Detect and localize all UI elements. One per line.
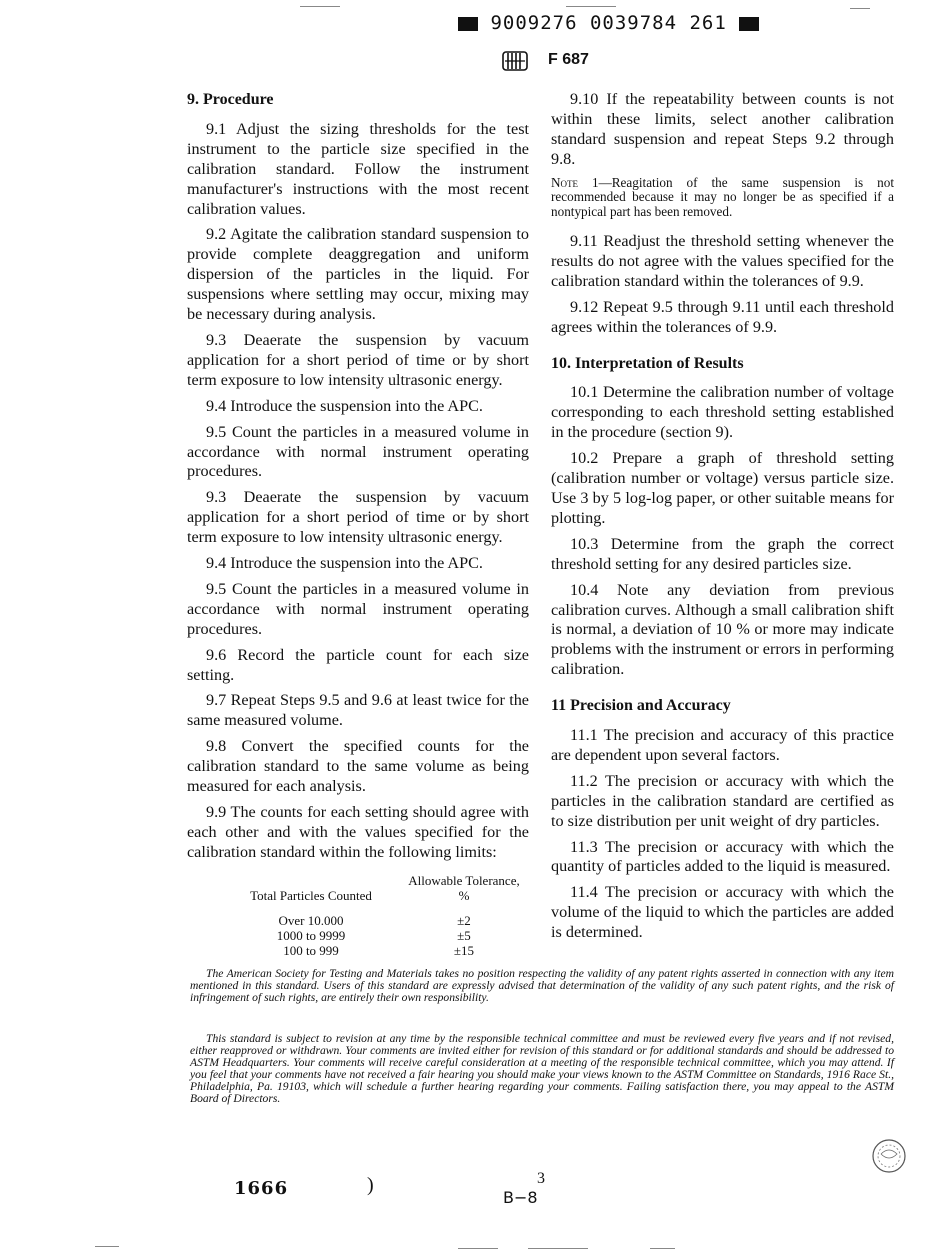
scan-artifact — [95, 1246, 119, 1247]
paragraph: 9.12 Repeat 9.5 through 9.11 until each threshold agrees within the tolerances of 9.9. — [551, 297, 894, 336]
table-cell: 100 to 999 — [283, 942, 339, 958]
paragraph: 10.4 Note any deviation from previous calibration curves. Although a small calibration shift is normal, a deviation of 10 % or more may indicate problems with the instrument or errors in performing calibration. — [551, 580, 895, 679]
page-stamp: 1666 — [234, 1178, 289, 1199]
paragraph: 9.5 Count the particles in a measured volume in accordance with normal instrument operating procedures. — [187, 422, 529, 481]
scan-artifact — [650, 1248, 675, 1249]
revision-disclaimer-text: This standard is subject to revision at any time by the responsible technical committee and must be reviewed every five years and if not revised, either reapproved or withdrawn. Your comments are invited either for revision of this standard or for additional standards and should be addressed to ASTM Headquarters. Your comments will receive careful consideration at a meeting of the responsible technical committee, which you may attend. If you feel that your comments have not received a fair hearing you should make your views known to the ASTM Committee on Standards, 1916 Race St., Philadelphia, Pa. 19103, which will schedule a further hearing regarding your comments. Failing satisfaction there, you may appeal to the ASTM Board of Directors. — [190, 1032, 894, 1106]
barcode-line — [458, 12, 759, 34]
paragraph: 9.1 Adjust the sizing thresholds for the test instrument to the particle size specified in the calibration standard. Follow the instrument manufacturer's instructions with the most recent calibration values. — [187, 119, 529, 218]
section-9-heading: 9. Procedure — [187, 91, 274, 108]
section-10-heading: 10. Interpretation of Results — [551, 354, 744, 372]
patent-disclaimer-text: The American Society for Testing and Materials takes no position respecting the validity of any patent rights asserted in connection with any item mentioned in this standard. Users of this standard are expressly advised that determination of the validity of any such patent rights, and the risk of infringement of such rights, are entirely their own responsibility. — [190, 967, 894, 1005]
table-row — [223, 913, 529, 928]
note-1 — [551, 176, 894, 220]
paragraph: 11.1 The precision and accuracy of this practice are dependent upon several factors. — [551, 726, 894, 764]
column-header-tolerance — [399, 873, 529, 903]
revision-disclaimer — [190, 1033, 894, 1106]
table-cell: ±5 — [457, 927, 471, 943]
paragraph: 9.4 Introduce the suspension into the APC. — [206, 554, 483, 573]
astm-logo-icon — [502, 50, 528, 77]
column-header-count: Total Particles Counted — [250, 887, 372, 903]
standard-designation: F 687 — [548, 51, 589, 68]
paragraph: 9.2 Agitate the calibration standard suspension to provide complete deaggregation and uniform dispersion of the particles in the liquid. For suspensions where settling may occur, mixing may be necessary during analysis. — [187, 225, 529, 324]
stray-mark: ) — [367, 1174, 374, 1196]
paragraph: 11.4 The precision or accuracy with which the volume of the liquid to which the particles are added is determined. — [551, 883, 894, 942]
table-cell: Over 10.000 — [278, 912, 344, 928]
barcode-block-left — [458, 17, 478, 31]
patent-disclaimer — [190, 968, 894, 1004]
paragraph: 9.10 If the repeatability between counts is not within these limits, select another calibration standard suspension and repeat Steps 9.2 through 9.8. — [551, 90, 894, 168]
scan-artifact — [458, 1248, 498, 1249]
paragraph: 9.3 Deaerate the suspension by vacuum application for a short period of time or by short term exposure to low intensity ultrasonic energy. — [187, 488, 529, 547]
table-cell: ±2 — [457, 912, 471, 928]
table-cell: 1000 to 9999 — [276, 927, 346, 943]
paragraph: 9.11 Readjust the threshold setting whenever the results do not agree with the values specified for the calibration standard within the tolerances of 9.9. — [551, 232, 894, 290]
section-11-heading: 11 Precision and Accuracy — [551, 697, 731, 715]
paragraph: 9.3 Deaerate the suspension by vacuum application for a short period of time or by short term exposure to low intensity ultrasonic energy. — [187, 330, 529, 389]
paragraph: 9.4 Introduce the suspension into the APC. — [206, 396, 483, 415]
table-cell: ±15 — [453, 942, 475, 958]
table-row — [223, 928, 529, 943]
paragraph: 9.5 Count the particles in a measured volume in accordance with normal instrument operating procedures. — [187, 579, 529, 638]
note-text: —Reagitation of the same suspension is not recommended because it may no longer be as specified if a nontypical part has been removed. — [551, 174, 894, 220]
seal-stamp-icon — [869, 1136, 909, 1181]
note-label: Note 1 — [551, 174, 599, 190]
table-header-row — [223, 873, 529, 903]
paragraph: 9.8 Convert the specified counts for the calibration standard to the same volume as being measured for each analysis. — [187, 737, 529, 796]
scan-artifact — [850, 8, 870, 9]
scan-artifact — [528, 1248, 588, 1249]
paragraph: 11.3 The precision or accuracy with which the quantity of particles added to the liquid is measured. — [551, 837, 894, 876]
barcode-block-right — [739, 17, 759, 31]
page-number: 3 — [537, 1170, 545, 1187]
tolerance-unit: % — [458, 887, 470, 903]
tolerance-table — [223, 873, 529, 958]
scan-artifact — [566, 6, 616, 7]
tolerance-label: Allowable Tolerance, — [408, 872, 520, 888]
paragraph: 10.1 Determine the calibration number of voltage corresponding to each threshold setting established in the procedure (section 9). — [551, 383, 894, 442]
paragraph: 9.9 The counts for each setting should agree with each other and with the values specified for the calibration standard within the following limits: — [187, 803, 529, 861]
paragraph: 9.6 Record the particle count for each size setting. — [187, 645, 529, 684]
paragraph: 9.7 Repeat Steps 9.5 and 9.6 at least twice for the same measured volume. — [187, 691, 529, 730]
left-column — [187, 90, 529, 958]
paragraph: 11.2 The precision or accuracy with which the particles in the calibration standard are certified as to size distribution per unit weight of dry particles. — [551, 771, 894, 830]
barcode-text: 9009276 0039784 261 — [490, 12, 727, 34]
scan-artifact — [300, 6, 340, 7]
table-row — [223, 943, 529, 958]
section-code: B−8 — [503, 1188, 538, 1207]
paragraph: 10.3 Determine from the graph the correct threshold setting for any desired particles size. — [551, 534, 894, 573]
right-column — [551, 90, 894, 949]
paragraph: 10.2 Prepare a graph of threshold setting (calibration number or voltage) versus particle size. Use 3 by 5 log-log paper, or other suitable means for plotting. — [551, 449, 894, 527]
